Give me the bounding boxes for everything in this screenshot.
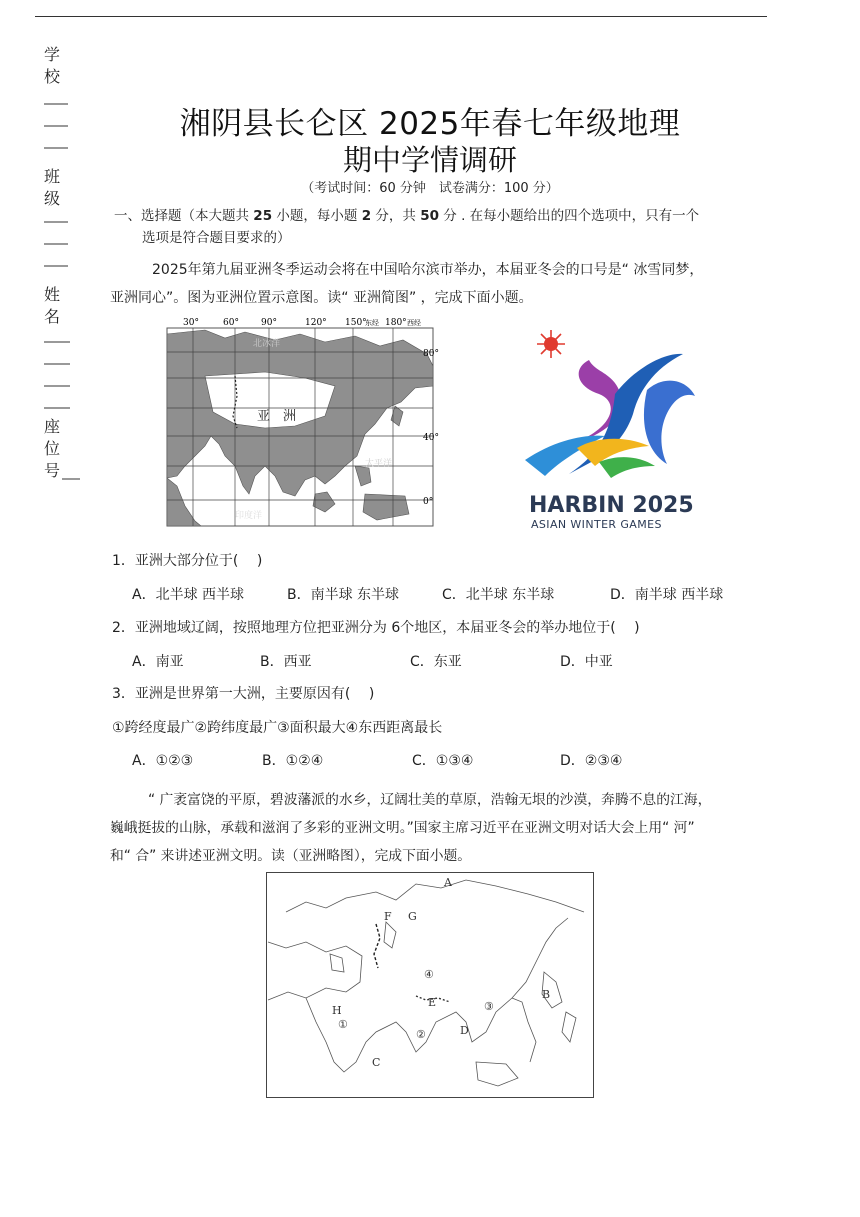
label-arctic-ocean: 北冰洋	[253, 339, 281, 349]
sun-emblem-icon	[537, 330, 565, 358]
name-label-char1: 姓	[44, 285, 61, 304]
map2-label-c: C	[372, 1056, 381, 1069]
lon-label-90: 90°	[261, 318, 277, 328]
asia-location-map	[165, 316, 445, 536]
name-label-char2: 名	[44, 307, 61, 326]
lon-label-60: 60°	[223, 318, 239, 328]
q1-option-d[interactable]: D．南半球 西半球	[610, 587, 724, 603]
name-blank[interactable]	[44, 328, 82, 416]
section-heading: 一、选择题（本大题共 25 小题，每小题 2 分，共 50 分 . 在每小题给出的四个选项中，只有一个 选项是符合题目要求的）	[114, 205, 754, 249]
map2-label-e: E	[428, 996, 437, 1009]
harbin-2025-logo	[515, 328, 705, 538]
seat-label-char2: 位	[44, 439, 61, 458]
q2-option-c[interactable]: C．东亚	[410, 654, 462, 670]
passage2	[110, 786, 778, 870]
map2-label-f: F	[384, 910, 392, 923]
section-heading-line2: 选项是符合题目要求的）	[142, 230, 291, 246]
q3-option-a[interactable]: A．①②③	[132, 753, 194, 769]
passage1-line1: 2025年第九届亚洲冬季运动会将在中国哈尔滨市举办，本届亚冬会的口号是“ 冰雪同梦，	[152, 262, 704, 278]
class-blank[interactable]	[44, 210, 82, 284]
seat-label-char3: 号	[44, 461, 61, 480]
question-2-stem: 2．亚洲地域辽阔，按照地理方位把亚洲分为 6个地区，本届亚冬会的举办地位于( )	[112, 620, 640, 636]
lon-label-30: 30°	[183, 318, 199, 328]
map2-label-2: ②	[416, 1028, 426, 1041]
q3-option-c[interactable]: C．①③④	[412, 753, 474, 769]
map2-label-g: G	[408, 910, 417, 923]
points-each: 2	[361, 208, 372, 224]
map2-label-d: D	[460, 1024, 469, 1037]
label-asia: 亚 洲	[257, 409, 297, 424]
q2-option-b[interactable]: B．西亚	[260, 654, 312, 670]
num-questions: 25	[253, 208, 273, 224]
question-3-statement: ①跨经度最广②跨纬度最广③面积最大④东西距离最长	[112, 720, 443, 736]
passage2-line2: 巍峨挺拔的山脉，承载和滋润了多彩的亚洲文明。”国家主席习近平在亚洲文明对话大会上用“ 河”	[110, 820, 695, 836]
lon-label-west: 西经	[407, 319, 421, 327]
lat-label-40: 40°	[423, 433, 439, 443]
q3-option-b[interactable]: B．①②④	[262, 753, 324, 769]
question-1-stem: 1．亚洲大部分位于( )	[112, 553, 263, 569]
label-pacific-ocean: 太平洋	[365, 459, 393, 469]
passage2-line3: 和“ 合” 来讲述亚洲文明。读（亚洲略图），完成下面小题。	[110, 848, 472, 864]
map2-label-b: B	[542, 988, 551, 1001]
question-3-stem: 3．亚洲是世界第一大洲，主要原因有( )	[112, 686, 375, 702]
lon-label-east: 东经	[365, 319, 379, 327]
passage1	[110, 256, 770, 312]
lat-label-80: 80°	[423, 349, 439, 359]
logo-main-text: HARBIN 2025	[529, 493, 694, 518]
class-label-char2: 级	[44, 189, 61, 208]
lon-label-180: 180°	[385, 318, 407, 328]
lat-label-0: 0°	[423, 497, 434, 507]
map2-label-a: A	[444, 876, 452, 889]
q2-option-a[interactable]: A．南亚	[132, 654, 184, 670]
passage1-line2: 亚洲同心”。图为亚洲位置示意图。读“ 亚洲简图” ，完成下面小题。	[110, 290, 533, 306]
seat-label-char1: 座	[44, 417, 61, 436]
map2-label-h: H	[332, 1004, 342, 1017]
school-label-char2: 校	[44, 67, 61, 86]
class-label-char1: 班	[44, 167, 61, 186]
page-title: 湘阴县长仑区 2025年春七年级地理	[179, 106, 681, 142]
q1-option-a[interactable]: A．北半球 西半球	[132, 587, 245, 603]
q1-option-c[interactable]: C．北半球 东半球	[442, 587, 555, 603]
lon-label-120: 120°	[305, 318, 327, 328]
q1-option-b[interactable]: B．南半球 东半球	[287, 587, 400, 603]
map2-label-3: ③	[484, 1000, 494, 1013]
map2-label-4: ④	[424, 968, 434, 981]
map2-label-1: ①	[338, 1018, 348, 1031]
page-subtitle: 期中学情调研	[342, 143, 517, 177]
q2-option-d[interactable]: D．中亚	[560, 654, 613, 670]
top-rule	[35, 16, 767, 17]
label-indian-ocean: 印度洋	[235, 511, 263, 521]
lon-label-150: 150°	[345, 318, 367, 328]
exam-info: （考试时间：60 分钟 试卷满分：100 分）	[301, 181, 559, 196]
passage2-line1: “ 广袤富饶的平原，碧波藩派的水乡，辽阔壮美的草原，浩翰无垠的沙漠，奔腾不息的江海，	[148, 792, 712, 808]
logo-sub-text: ASIAN WINTER GAMES	[531, 518, 662, 531]
asia-sketch-map	[266, 872, 594, 1098]
school-label-char1: 学	[44, 45, 61, 64]
total-points: 50	[420, 208, 439, 224]
q3-option-d[interactable]: D．②③④	[560, 753, 623, 769]
